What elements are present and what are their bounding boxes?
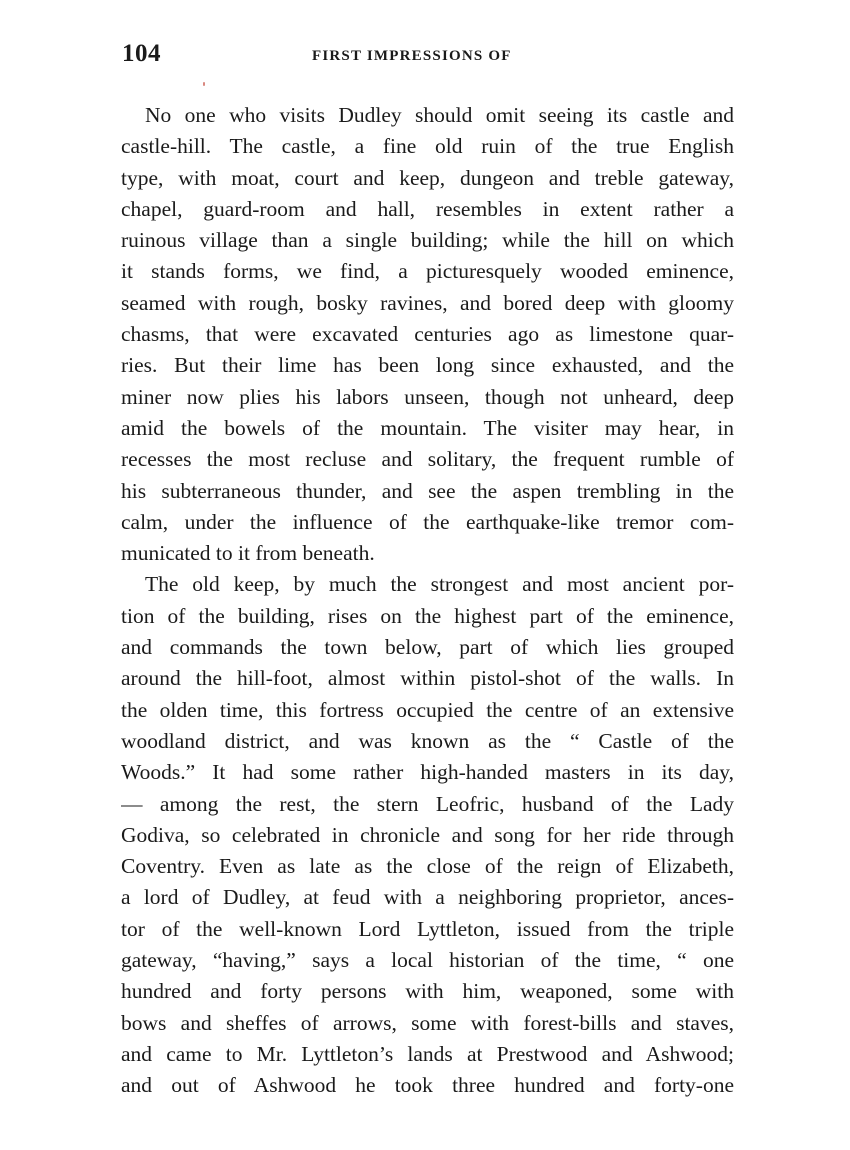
text-line: Woods.” It had some rather high-handed masters in its day, bbox=[121, 760, 734, 785]
text-line: type, with moat, court and keep, dungeon and treble gateway, bbox=[121, 165, 734, 190]
text-line: bows and sheffes of arrows, some with forest-bills and staves, bbox=[121, 1010, 734, 1035]
text-line: Coventry. Even as late as the close of the reign of Elizabeth, bbox=[121, 854, 734, 879]
paragraph-1 bbox=[121, 100, 734, 569]
text-line: The old keep, by much the strongest and most ancient por- bbox=[145, 572, 734, 597]
text-line: recesses the most recluse and solitary, the frequent rumble of bbox=[121, 447, 734, 472]
page-number: 104 bbox=[122, 40, 161, 67]
text-line: tor of the well-known Lord Lyttleton, issued from the triple bbox=[121, 916, 734, 941]
ink-speck bbox=[203, 82, 205, 86]
text-line: castle-hill. The castle, a fine old ruin of the true English bbox=[121, 134, 734, 159]
body-text bbox=[121, 100, 734, 1102]
text-line: woodland district, and was known as the “ Castle of the bbox=[121, 728, 734, 753]
text-line: gateway, “having,” says a local historian of the time, “ one bbox=[121, 948, 734, 973]
running-title: FIRST IMPRESSIONS OF bbox=[312, 48, 512, 64]
text-line: chapel, guard-room and hall, resembles in extent rather a bbox=[121, 196, 734, 221]
text-line: and commands the town below, part of which lies grouped bbox=[121, 635, 734, 660]
text-line: and came to Mr. Lyttleton’s lands at Prestwood and Ashwood; bbox=[121, 1041, 734, 1066]
paragraph-2 bbox=[121, 569, 734, 1101]
text-line: municated to it from beneath. bbox=[121, 541, 375, 566]
text-line: ruinous village than a single building; while the hill on which bbox=[121, 228, 734, 253]
text-line: the olden time, this fortress occupied the centre of an extensive bbox=[121, 697, 734, 722]
text-line: — among the rest, the stern Leofric, husband of the Lady bbox=[121, 791, 734, 816]
text-line: around the hill-foot, almost within pistol-shot of the walls. In bbox=[121, 666, 734, 691]
text-line: seamed with rough, bosky ravines, and bored deep with gloomy bbox=[121, 290, 734, 315]
text-line: a lord of Dudley, at feud with a neighboring proprietor, ances- bbox=[121, 885, 734, 910]
running-head bbox=[122, 40, 734, 76]
text-line: calm, under the influence of the earthquake-like tremor com- bbox=[121, 509, 734, 534]
text-line: amid the bowels of the mountain. The visiter may hear, in bbox=[121, 415, 734, 440]
text-line: it stands forms, we find, a picturesquely wooded eminence, bbox=[121, 259, 734, 284]
text-line: tion of the building, rises on the highest part of the eminence, bbox=[121, 603, 734, 628]
text-line: miner now plies his labors unseen, though not unheard, deep bbox=[121, 384, 734, 409]
text-line: his subterraneous thunder, and see the aspen trembling in the bbox=[121, 478, 734, 503]
text-line: Godiva, so celebrated in chronicle and song for her ride through bbox=[121, 822, 734, 847]
text-line: and out of Ashwood he took three hundred and forty-one bbox=[121, 1073, 734, 1098]
text-line: chasms, that were excavated centuries ago as limestone quar- bbox=[121, 322, 734, 347]
text-line: No one who visits Dudley should omit seeing its castle and bbox=[145, 103, 734, 127]
text-line: hundred and forty persons with him, weaponed, some with bbox=[121, 979, 734, 1004]
text-line: ries. But their lime has been long since exhausted, and the bbox=[121, 353, 734, 378]
